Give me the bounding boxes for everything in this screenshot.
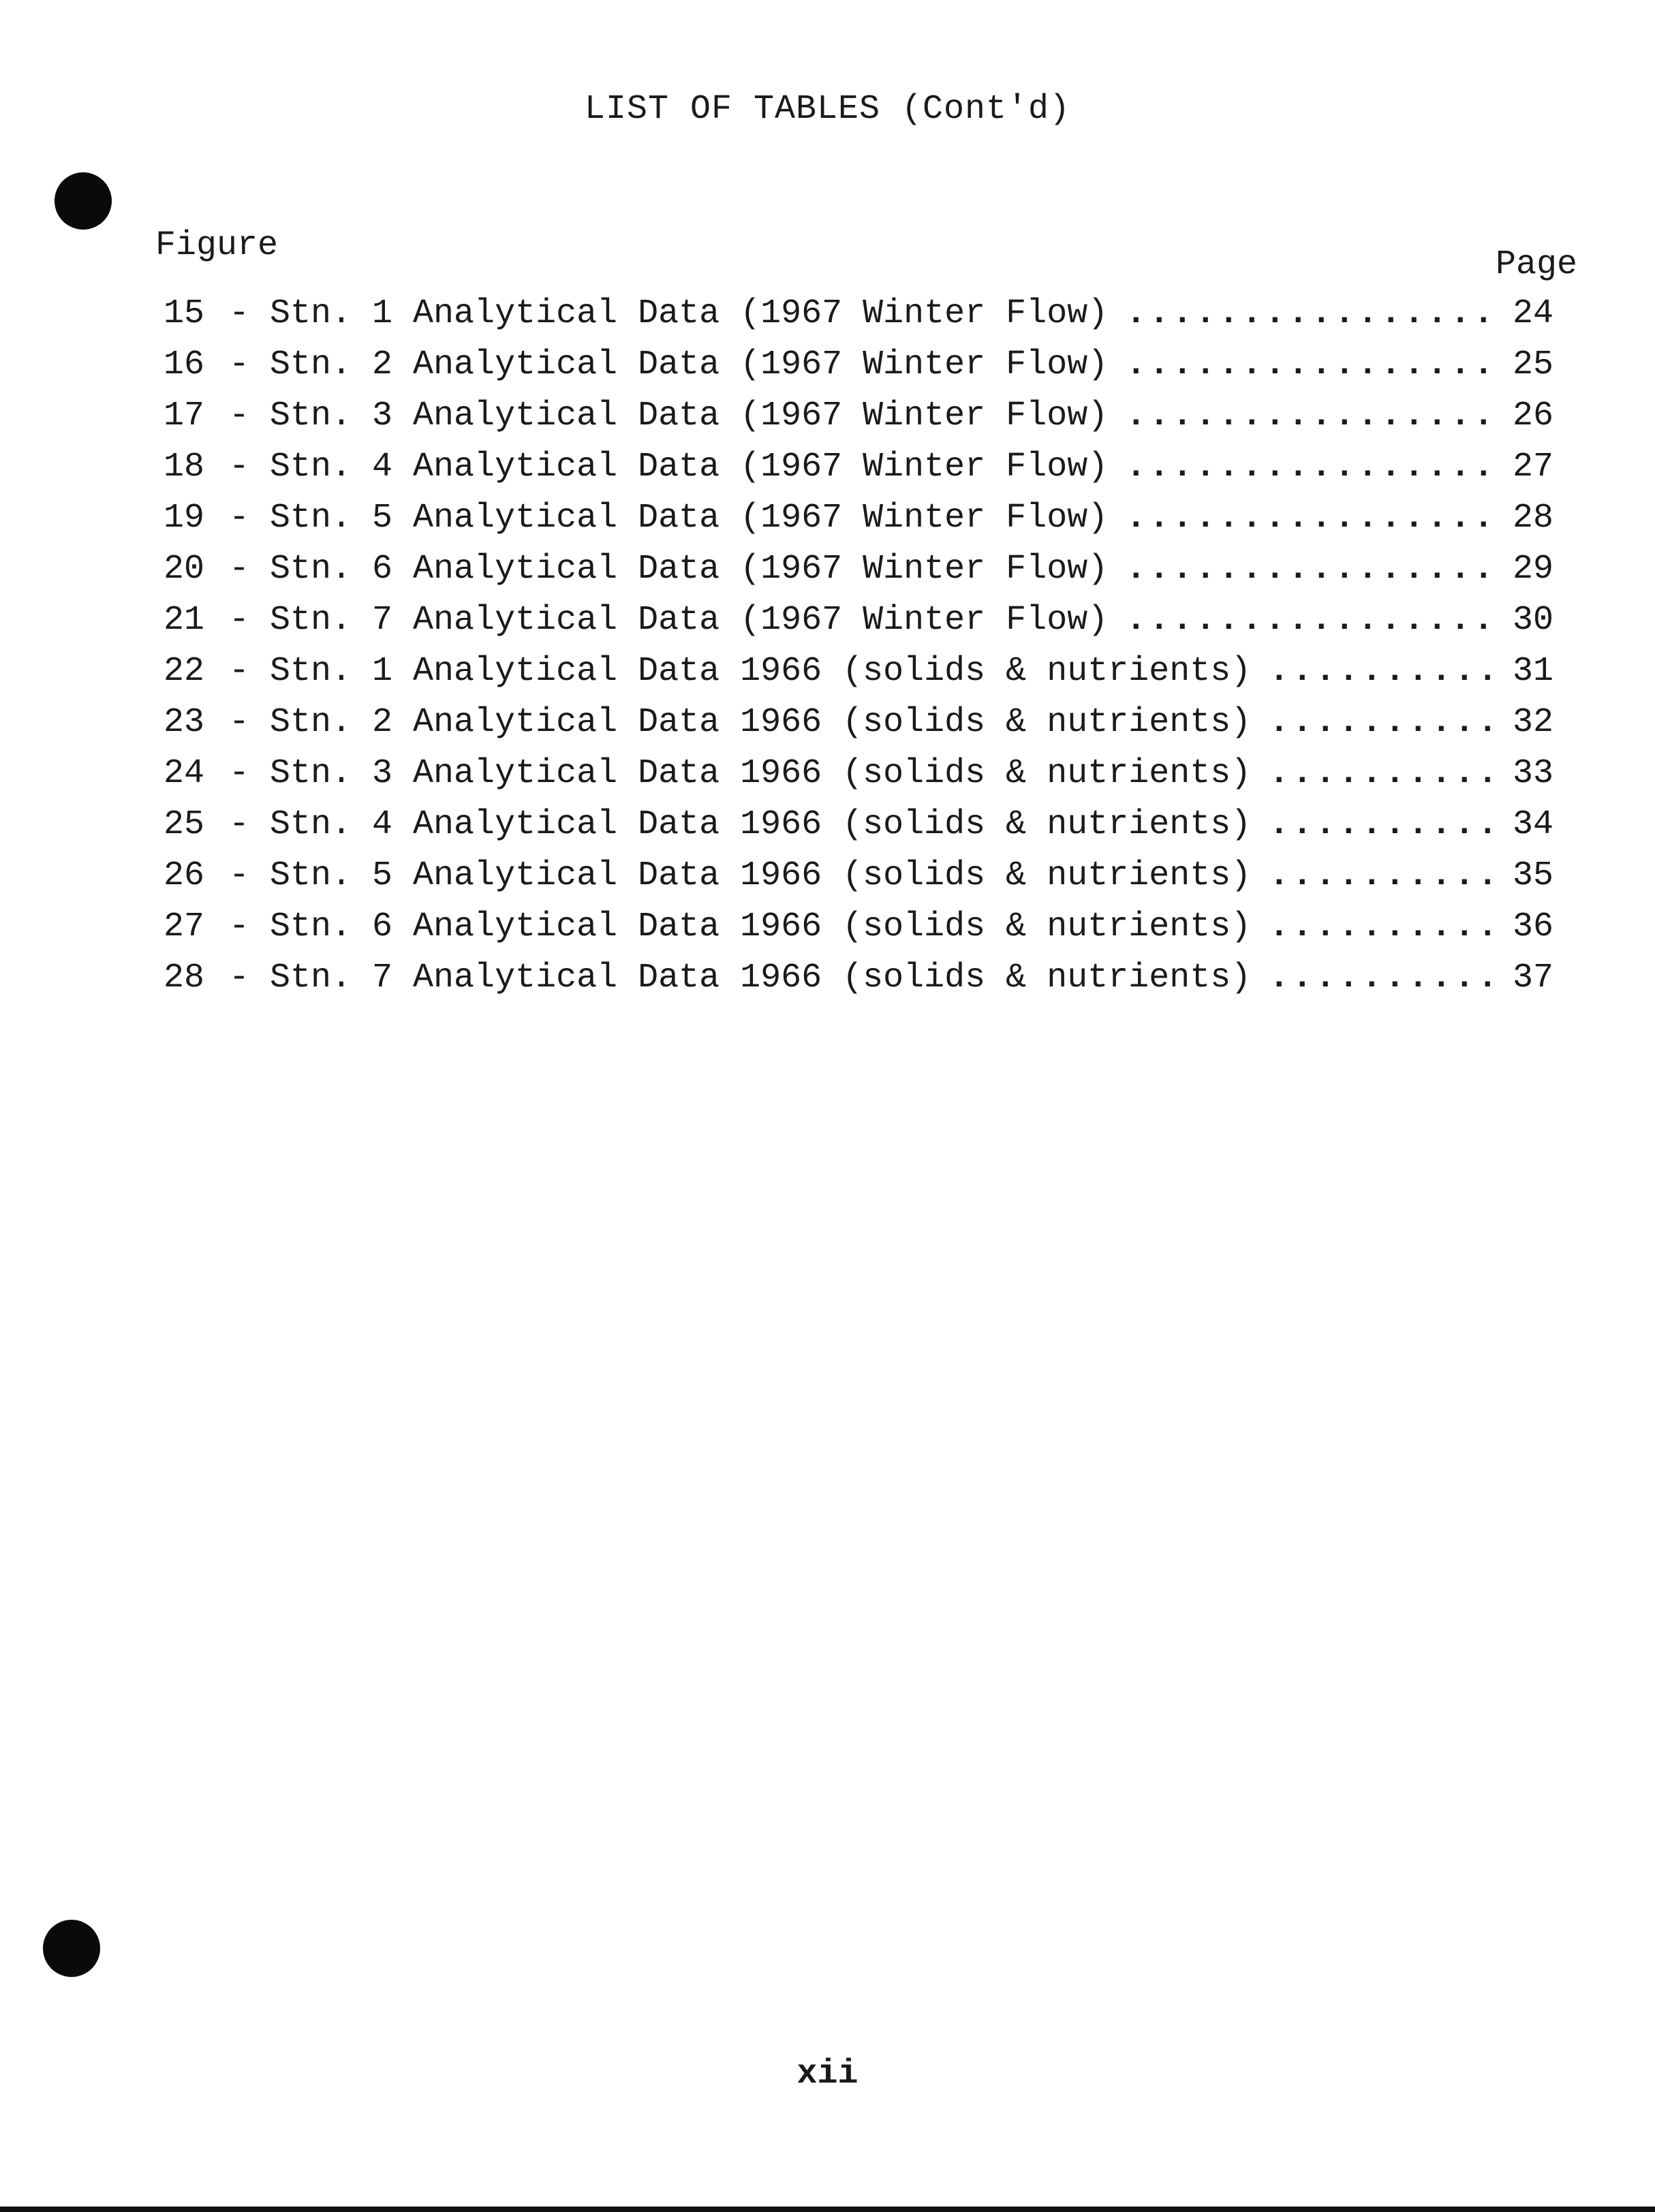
list-item [164,294,1567,345]
entry-page-number: 25 [1513,345,1554,384]
dot-leader [1269,856,1500,895]
scan-bottom-edge [0,2207,1655,2212]
dot-leader [1269,805,1500,844]
column-header-figure: Figure [155,226,279,265]
entry-title: - Stn. 5 Analytical Data 1966 (solids & nutrients) [229,856,1252,895]
list-item [164,601,1567,652]
entry-number: 26 [164,856,205,895]
entry-title: - Stn. 7 Analytical Data (1967 Winter Flow) [229,601,1109,640]
entry-number: 22 [164,652,205,691]
entry-title: - Stn. 2 Analytical Data (1967 Winter Flow) [229,345,1109,384]
entry-title: - Stn. 5 Analytical Data (1967 Winter Flow) [229,499,1109,538]
entry-title: - Stn. 4 Analytical Data (1967 Winter Flow) [229,448,1109,486]
entry-page-number: 28 [1513,499,1554,538]
list-item [164,499,1567,550]
entry-title: - Stn. 7 Analytical Data 1966 (solids & nutrients) [229,959,1252,997]
entry-title: - Stn. 1 Analytical Data 1966 (solids & nutrients) [229,652,1252,691]
entry-title: - Stn. 6 Analytical Data (1967 Winter Flow) [229,550,1109,589]
dot-leader [1126,294,1500,333]
entry-title: - Stn. 6 Analytical Data 1966 (solids & nutrients) [229,907,1252,946]
dot-leader [1126,448,1500,486]
list-item [164,550,1567,601]
list-item [164,805,1567,856]
entry-number: 24 [164,754,205,793]
entry-page-number: 31 [1513,652,1554,691]
entry-title: - Stn. 1 Analytical Data (1967 Winter Flow) [229,294,1109,333]
entry-page-number: 33 [1513,754,1554,793]
list-item [164,396,1567,448]
entry-page-number: 34 [1513,805,1554,844]
dot-leader [1126,345,1500,384]
list-item [164,754,1567,805]
dot-leader [1269,907,1500,946]
entry-title: - Stn. 4 Analytical Data 1966 (solids & nutrients) [229,805,1252,844]
list-item [164,959,1567,1010]
dot-leader [1126,601,1500,640]
entry-number: 23 [164,703,205,742]
list-item [164,345,1567,396]
column-header-page: Page [1496,245,1578,284]
list-item [164,703,1567,754]
dot-leader [1269,754,1500,793]
page-number: xii [796,2055,859,2093]
entry-number: 27 [164,907,205,946]
entry-page-number: 30 [1513,601,1554,640]
entry-number: 16 [164,345,205,384]
entry-number: 28 [164,959,205,997]
dot-leader [1269,959,1500,997]
page-title: LIST OF TABLES (Cont'd) [584,90,1071,129]
entry-number: 25 [164,805,205,844]
entry-page-number: 36 [1513,907,1554,946]
entry-page-number: 24 [1513,294,1554,333]
entry-title: - Stn. 2 Analytical Data 1966 (solids & nutrients) [229,703,1252,742]
dot-leader [1269,652,1500,691]
entry-number: 20 [164,550,205,589]
entry-title: - Stn. 3 Analytical Data (1967 Winter Flow) [229,396,1109,435]
entry-page-number: 29 [1513,550,1554,589]
dot-leader [1126,396,1500,435]
dot-leader [1269,703,1500,742]
punch-hole-top [55,172,112,230]
entry-title: - Stn. 3 Analytical Data 1966 (solids & nutrients) [229,754,1252,793]
list-item [164,856,1567,907]
entry-number: 15 [164,294,205,333]
entry-page-number: 35 [1513,856,1554,895]
table-list [164,294,1567,1010]
entry-page-number: 32 [1513,703,1554,742]
entry-page-number: 27 [1513,448,1554,486]
punch-hole-bottom [43,1920,100,1977]
entry-number: 18 [164,448,205,486]
entry-number: 21 [164,601,205,640]
list-item [164,907,1567,959]
entry-number: 17 [164,396,205,435]
entry-page-number: 37 [1513,959,1554,997]
list-item [164,652,1567,703]
entry-page-number: 26 [1513,396,1554,435]
dot-leader [1126,550,1500,589]
entry-number: 19 [164,499,205,538]
list-item [164,448,1567,499]
dot-leader [1126,499,1500,538]
